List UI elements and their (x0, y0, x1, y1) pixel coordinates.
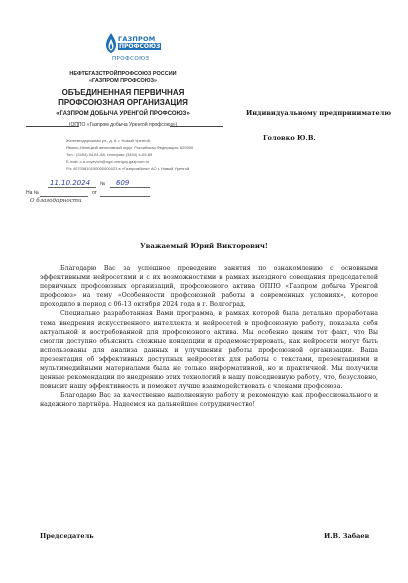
reply-date-underline (100, 196, 150, 197)
number-underline (110, 187, 150, 188)
org-name-line1: ОБЪЕДИНЕННАЯ ПЕРВИЧНАЯ (61, 88, 185, 97)
letter-body (40, 264, 378, 410)
bank-line: Р/с 40703810100000000023 в «Газпромбанк» АО г. Новый Уренгой (66, 166, 190, 171)
reply-to-label: На № (26, 190, 40, 196)
logo-text-profsoyuz: ПРОФСОЮЗ (119, 43, 161, 50)
logo-text-gazprom: ГАЗПРОМ (118, 35, 156, 43)
reply-number-underline (40, 196, 88, 197)
body-paragraph: Благодарю Вас за успешное проведение занятия по ознакомлению с основными эффективными нейросетями и с их возможностями в рамках выездного совещания председателей первичных профсоюзных организаций, профсоюзного актива ОППО «Газпром добыча Уренгой профсоюз» на тему «Особенности профсоюзной работы в современных условиях», которое проходило в период с 06-13 октября 2024 года в г. Волгоград. (40, 265, 378, 309)
body-paragraph: Благодарю Вас за качественно выполненную работу и рекомендую как профессионального и надежного партнёра. Надеемся на дальнейшее сотрудничество! (40, 392, 378, 409)
org-name-line3: «ГАЗПРОМ ДОБЫЧА УРЕНГОЙ ПРОФСОЮЗ» (56, 111, 190, 117)
signatory-name: И.В. Забаев (324, 532, 370, 540)
org-short-name: (ОППО «Газпром добыча Уренгой профсоюз») (68, 122, 178, 128)
logo-caption: ПРОФСОЮЗ (112, 56, 150, 62)
gazprom-profsoyuz-logo (104, 32, 166, 66)
address-line: Ямало-Ненецкий автономный округ, Российская Федерация, 629300 (66, 145, 194, 150)
email-line: E-mail: o.a.voyevich@ngd.urengoy.gazprom.ru (66, 159, 150, 164)
recipient-title: Индивидуальному предпринимателю (246, 109, 392, 117)
flame-icon (104, 32, 118, 54)
registration-date: 11.10.2024 (50, 179, 91, 187)
body-paragraph: Специально разработанная Вами программа, в рамках которой была детально проработана тема внедрения искусственного интеллекта и нейросетей в профсоюзную работу, показала себя актуальной и востребованной для профсоюзного актива. Мы особенно ценим тот факт, что Вы смогли доступно объяснить сложные концепции и продемонстрировать, как нейросети могут быть использованы для анализа данных и улучшения работы профсоюзной организации. Ваша презентация об эффективных доступных нейросетях для работы с текстами, презентациями и мультимедийными материалами была не только информативной, но и практичной. Мы получили ценные рекомендации по внедрению этих технологий в нашу повседневную работу, что, безусловно, повысит нашу эффективность и поможет лучше взаимодействовать с членами профсоюза. (40, 310, 378, 391)
reply-from-label: от (92, 190, 97, 196)
recipient-name: Головко Ю.В. (263, 134, 316, 142)
greeting: Уважаемый Юрий Викторович! (140, 242, 268, 250)
union-name-line1: НЕФТЕГАЗСТРОЙПРОФСОЮЗ РОССИИ (69, 71, 177, 77)
org-name-line2: ПРОФСОЮЗНАЯ ОРГАНИЗАЦИЯ (58, 98, 188, 107)
union-name-line2: «ГАЗПРОМ ПРОФСОЮЗ» (89, 78, 157, 84)
date-underline (48, 187, 96, 188)
registration-number: 609 (116, 179, 130, 187)
registration-number-label: № (100, 181, 106, 187)
letter-subject: О благодарности (30, 198, 82, 204)
phone-line: Тел.: (3494) 94-81-88, телефакс (3494) 4-09-89 (66, 152, 153, 157)
signatory-title: Председатель (40, 532, 94, 540)
address-line: Железнодорожная ул., д. 8, г. Новый Уренгой, (66, 138, 151, 143)
